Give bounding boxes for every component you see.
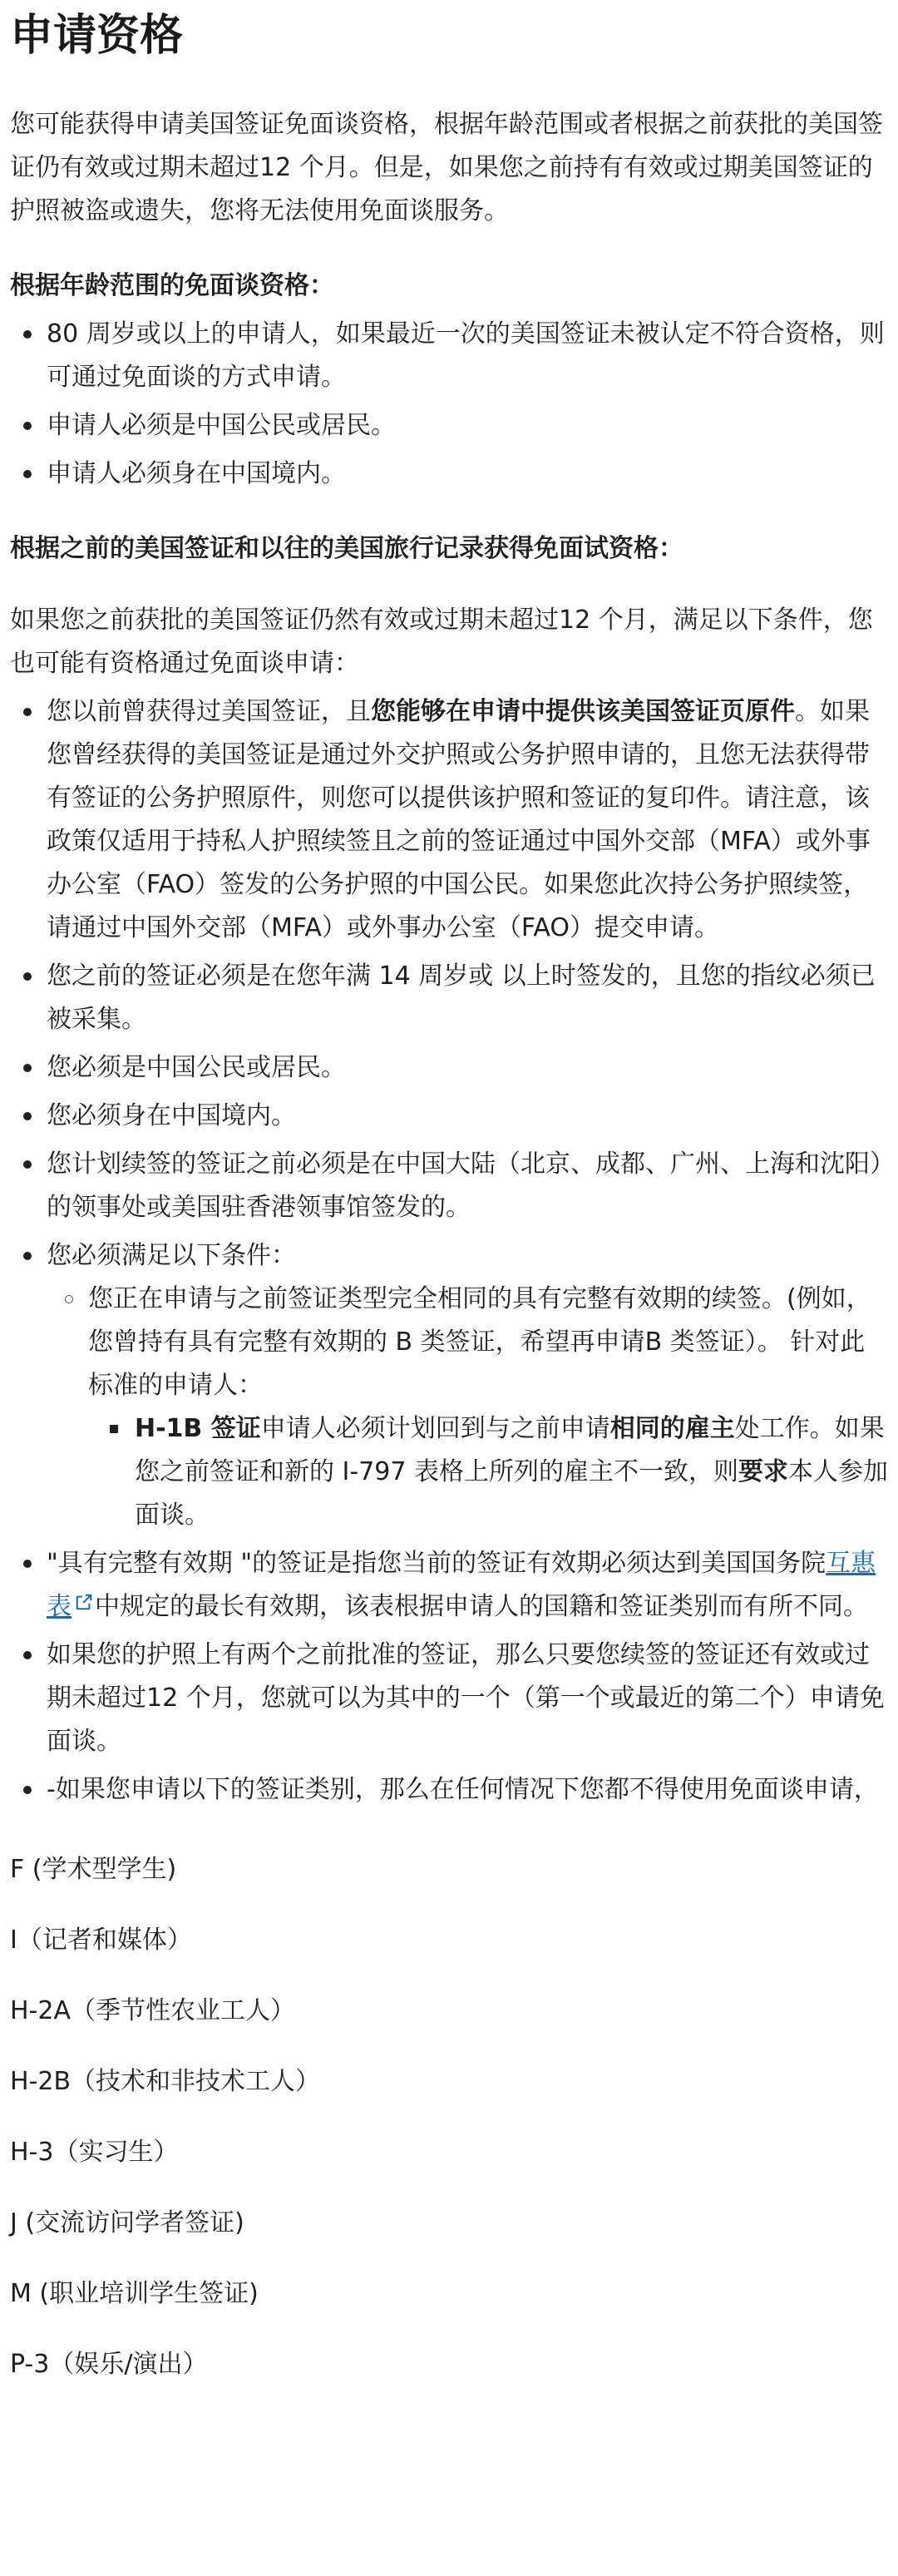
item7-post: 中规定的最长有效期，该表根据申请人的国籍和签证类别而有所不同。 (95, 1592, 868, 1621)
list-item (47, 1234, 888, 1537)
item6-text: 您必须满足以下条件： (47, 1241, 296, 1270)
list-item: 您必须身在中国境内。 (47, 1095, 888, 1138)
h1b-text-2: 处工作。如果您之前签证和新的 I-797 表格上所列的雇主不一致，则 (135, 1414, 885, 1486)
list-item: 申请人必须身在中国境内。 (47, 452, 888, 496)
visa-category: I（记者和媒体） (10, 1926, 192, 1955)
prior-criteria-list (10, 690, 888, 1812)
subsub-list-item (135, 1407, 888, 1537)
item1-pre: 您以前曾获得过美国签证，且 (47, 697, 371, 726)
item1-bold: 您能够在申请中提供该美国签证页原件 (371, 697, 795, 726)
required-label: 要求 (738, 1457, 789, 1486)
subsub-list (88, 1407, 888, 1537)
sub-list-item (88, 1278, 888, 1537)
visa-category: M (职业培训学生签证) (10, 2279, 259, 2308)
list-item: 如果您的护照上有两个之前批准的签证，那么只要您续签的签证还有效或过期未超过12 个月，您就可以为其中的一个（第一个或最近的第二个）申请免面谈。 (47, 1634, 888, 1763)
age-criteria-list (10, 313, 888, 496)
item7-pre: "具有完整有效期 "的签证是指您当前的签证有效期必须达到美国国务院 (47, 1549, 826, 1578)
external-link-icon[interactable] (75, 1593, 93, 1611)
list-item: 您必须是中国公民或居民。 (47, 1046, 888, 1090)
list-item: -如果您申请以下的签证类别，那么在任何情况下您都不得使用免面谈申请， (47, 1768, 888, 1812)
visa-category: H-2A（季节性农业工人） (10, 1996, 295, 2025)
h1b-text-3: 本人参加面谈。 (135, 1457, 889, 1530)
h1b-text-1: 申请人必须计划回到与之前申请 (260, 1414, 610, 1443)
page-title: 申请资格 (10, 11, 184, 61)
list-item: 您之前的签证必须是在您年满 14 周岁或 以上时签发的，且您的指纹必须已被采集。 (47, 955, 888, 1041)
intro-paragraph: 您可能获得申请美国签证免面谈资格，根据年龄范围或者根据之前获批的美国签证仍有效或过期未超过12 个月。但是，如果您之前持有有效或过期美国签证的护照被盗或遗失，您将无法使用免面谈服务。 (10, 110, 883, 225)
same-employer-label: 相同的雇主 (609, 1414, 735, 1443)
prior-section-heading: 根据之前的美国签证和以往的美国旅行记录获得免面试资格： (10, 534, 683, 563)
h1b-label: H-1B 签证 (135, 1414, 261, 1443)
item6-sub-text: 您正在申请与之前签证类型完全相同的具有完整有效期的续签。(例如，您曾持有具有完整有效期的 B 类签证，希望再申请B 类签证）。 针对此标准的申请人： (88, 1284, 871, 1400)
sub-list (47, 1278, 888, 1537)
list-item: 申请人必须是中国公民或居民。 (47, 404, 888, 447)
list-item: 您计划续签的签证之前必须是在中国大陆（北京、成都、广州、上海和沈阳）的领事处或美国驻香港领事馆签发的。 (47, 1143, 888, 1229)
visa-category: J (交流访问学者签证) (10, 2208, 244, 2237)
item1-post: 。如果您曾经获得的美国签证是通过外交护照或公务护照申请的，且您无法获得带有签证的公务护照原件，则您可以提供该护照和签证的复印件。请注意，该政策仅适用于持私人护照续签且之前的签证通过中国外交部（MFA）或外事办公室（FAO）签发的公务护照的中国公民。如果您此次持公务护照续签，请通过中国外交部（MFA）或外事办公室（FAO）提交申请。 (47, 697, 871, 942)
visa-category: P-3（娱乐/演出） (10, 2350, 208, 2379)
reciprocity-table-link[interactable]: 互惠表 (47, 1549, 876, 1621)
list-item (47, 1542, 888, 1629)
visa-category: H-2B（技术和非技术工人） (10, 2067, 321, 2096)
list-item: 80 周岁或以上的申请人，如果最近一次的美国签证未被认定不符合资格，则可通过免面谈的方式申请。 (47, 313, 888, 399)
visa-category: H-3（实习生） (10, 2138, 179, 2167)
age-section-heading: 根据年龄范围的免面谈资格： (10, 271, 334, 300)
list-item (47, 690, 888, 950)
prior-section-intro: 如果您之前获批的美国签证仍然有效或过期未超过12 个月，满足以下条件，您也可能有资格通过免面谈申请： (10, 606, 873, 678)
visa-category: F (学术型学生) (10, 1855, 177, 1884)
